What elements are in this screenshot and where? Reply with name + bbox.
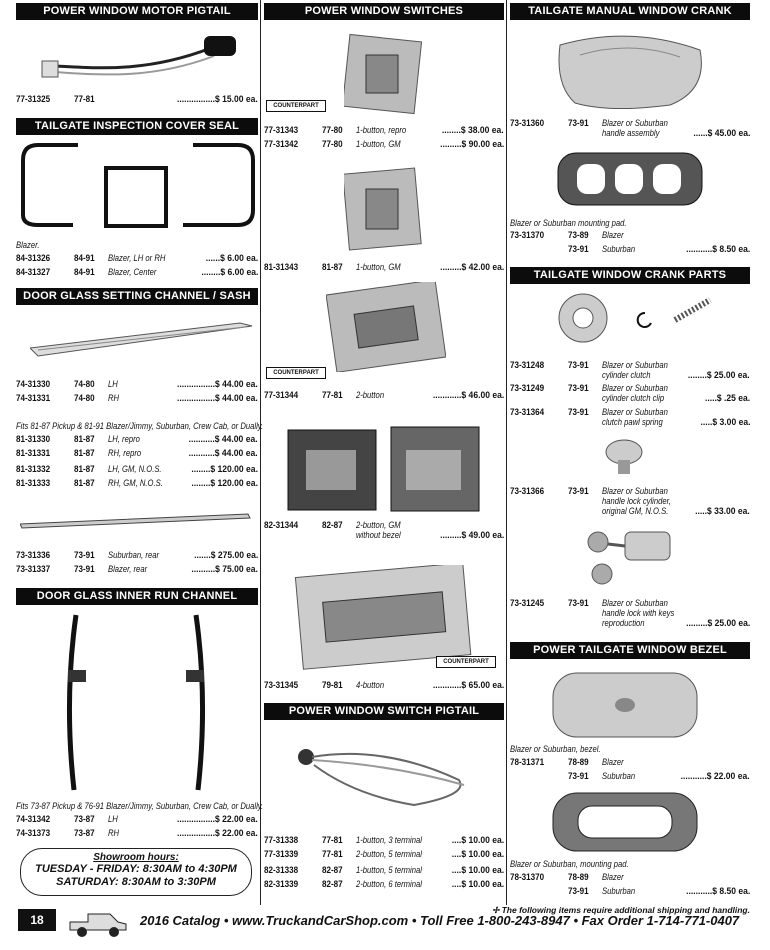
column-3: TAILGATE MANUAL WINDOW CRANK 73-31360 73-91 Blazer or Suburban handle assembly ......$ 45.00 ea. Blazer or Suburban mounting pad. 73-31370 73-89 Blazer 73-91 Suburban ...........$ 8.50 ea. TAILGATE WINDOW CRANK PARTS 73-31248 73-91 Blazer or Suburban cylinder clutch ........$ 25.00 ea. 73-31249 73-91 Blazer or Suburban cylinder clutch clip .....$ .25 ea. 73-31364 73-91 Blazer or Suburban clutch pawl spring .....$ 3.00 ea. 73-31366 73-91 Blazer or Suburban handle lock cylinder, original GM, N.O.S. .....$ 33.00 ea. 73-31245 73-91 Blazer or Suburban handle lock with keys reproduction .........$ 25.00 ea. POWER TAILGATE WINDOW BEZEL Blazer or Suburban, bezel. 78-31371 78-89 Blazer 73-91 Suburban ...........$ 22.00 ea. Blazer or Suburban, mounting pad. 78-31370 78-89 Blazer 73-91 Suburban ...........$ 8.50 ea. <box>510 5 750 897</box>
showroom-line: TUESDAY - FRIDAY: 8:30AM to 4:30PM <box>35 863 237 875</box>
switch-image <box>286 425 486 515</box>
section-header: TAILGATE INSPECTION COVER SEAL <box>16 118 258 135</box>
note: Blazer or Suburban, mounting pad. <box>510 859 629 869</box>
seal-image <box>18 140 258 232</box>
mounting-pad-image <box>555 150 705 208</box>
section-header: DOOR GLASS SETTING CHANNEL / SASH <box>16 288 258 305</box>
switch-image <box>326 282 446 372</box>
switch-pigtail-image <box>294 735 479 815</box>
bezel-image <box>550 670 700 742</box>
column-divider <box>506 0 507 905</box>
switch-image <box>344 30 424 115</box>
showroom-line: SATURDAY: 8:30AM to 3:30PM <box>56 876 216 888</box>
column-divider <box>260 0 261 905</box>
bezel-pad-image <box>550 790 700 855</box>
counterpart-badge: COUNTERPART <box>436 656 496 668</box>
inner-run-channel-image <box>46 610 236 795</box>
counterpart-badge: COUNTERPART <box>266 367 326 379</box>
note: Fits 81-87 Pickup & 81-91 Blazer/Jimmy, Suburban, Crew Cab, or Dually. <box>16 421 264 431</box>
section-header: POWER WINDOW SWITCHES <box>264 3 504 20</box>
crank-parts-image <box>555 288 720 348</box>
note: Blazer or Suburban mounting pad. <box>510 218 627 228</box>
note: Fits 73-87 Pickup & 76-91 Blazer/Jimmy, Suburban, Crew Cab, or Dually. <box>16 801 264 811</box>
note: Blazer. <box>16 240 40 250</box>
showroom-hours <box>20 848 252 896</box>
section-header: POWER WINDOW MOTOR PIGTAIL <box>16 3 258 20</box>
section-header: POWER TAILGATE WINDOW BEZEL <box>510 642 750 659</box>
note: Blazer or Suburban, bezel. <box>510 744 601 754</box>
column-1: POWER WINDOW MOTOR PIGTAIL 77-31325 77-81 ................$ 15.00 ea. TAILGATE INSPECTION COVER SEAL Blazer. 84-31326 84-91 Blazer, LH or RH ......$ 6.00 ea. 84-31327 84-91 Blazer, Center ........$ 6.00 ea. DOOR GLASS SETTING CHANNEL / SASH 74-31330 74-80 LH ................$ 44.00 ea. 74-31331 74-80 RH ................$ 44.00 ea. Fits 81-87 Pickup & 81-91 Blazer/Jimmy, Suburban, Crew Cab, or Dually. 81-31330 81-87 LH, repro ...........$ 44.00 ea. 81-31331 81-87 RH, repro ...........$ 44.00 ea. 81-31332 81-87 LH, GM, N.O.S. ........$ 120.00 ea. 81-31333 81-87 RH, GM, N.O.S. ........$ 120.00 ea. 73-31336 73-91 Suburban, rear .......$ 275.00 ea. 73-31337 73-91 Blazer, rear ..........$ 75.00 ea. DOOR GLASS INNER RUN CHANNEL Fits 73-87 Pickup & 76-91 Blazer/Jimmy, Suburban, Crew Cab, or Dually. 74-31342 73-87 LH ................$ 22.00 ea. 74-31373 73-87 RH ................$ 22.00 ea. <box>16 5 264 839</box>
section-header: TAILGATE WINDOW CRANK PARTS <box>510 267 750 284</box>
showroom-title: Showroom hours: <box>93 852 179 863</box>
rear-channel-image <box>20 510 252 530</box>
shipping-note: ✢ The following items require additional shipping and handling. <box>492 905 750 915</box>
column-2: POWER WINDOW SWITCHES COUNTERPART 77-31343 77-80 1-button, repro ........$ 38.00 ea. 77-31342 77-80 1-button, GM .........$ 90.00 ea. 81-31343 81-87 1-button, GM .........$ 42.00 ea. COUNTERPART 77-31344 77-81 2-button ............$ 46.00 ea. 82-31344 82-87 2-button, GM without bezel .........$ 49.00 ea. COUNTERPART 73-31345 79-81 4-button ............$ 65.00 ea. POWER WINDOW SWITCH PIGTAIL 77-31338 77-81 1-button, 3 terminal ....$ 10.00 ea. 77-31339 77-81 2-button, 5 terminal ....$ 10.00 ea. 82-31338 82-87 1-button, 5 terminal ....$ 10.00 ea. 82-31339 82-87 2-button, 6 terminal ....$ 10.00 ea. <box>264 5 504 890</box>
section-header: POWER WINDOW SWITCH PIGTAIL <box>264 703 504 720</box>
section-header: DOOR GLASS INNER RUN CHANNEL <box>16 588 258 605</box>
section-header: TAILGATE MANUAL WINDOW CRANK <box>510 3 750 20</box>
crank-handle-image <box>550 25 710 115</box>
footer-text: 2016 Catalog • www.TruckandCarShop.com • Toll Free 1-800-243-8947 • Fax Order 1-714-771-0407 <box>140 913 740 928</box>
counterpart-badge: COUNTERPART <box>266 100 326 112</box>
lock-cylinder-image <box>602 438 652 478</box>
switch-image <box>344 165 424 255</box>
setting-channel-image <box>30 318 254 360</box>
truck-icon <box>68 910 130 938</box>
lock-with-keys-image <box>580 522 680 592</box>
switch-image <box>294 565 474 670</box>
motor-pigtail-image <box>36 28 246 83</box>
page-number: 18 <box>18 909 56 931</box>
